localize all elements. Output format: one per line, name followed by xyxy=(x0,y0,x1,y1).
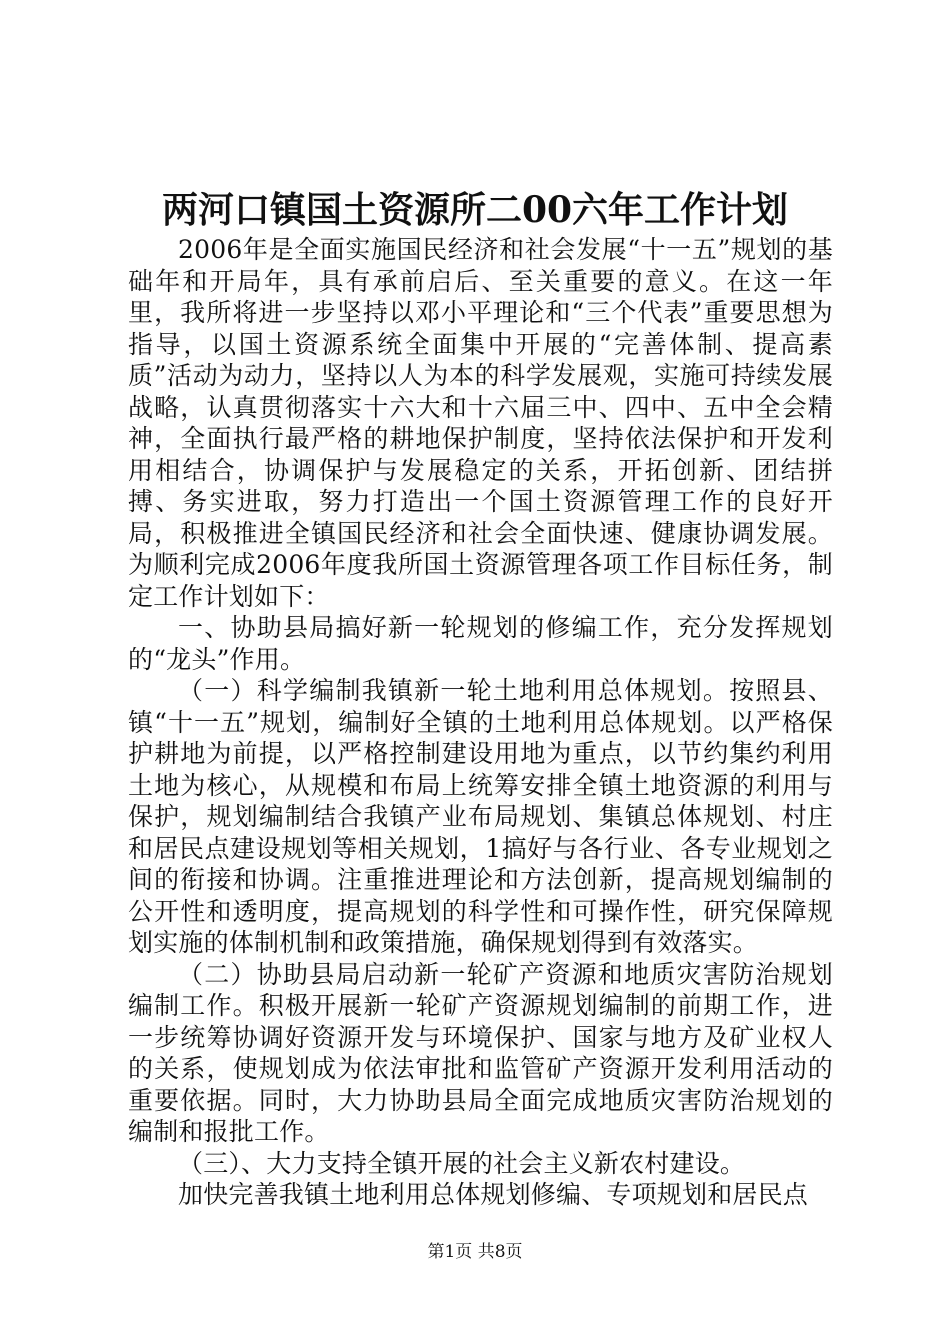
paragraph-item-1: （一）科学编制我镇新一轮土地利用总体规划。按照县、镇“十一五”规划，编制好全镇的土地利用总体规划。以严格保护耕地为前提，以严格控制建设用地为重点，以节约集约利用土地为核心，从规模和布局上统筹安排全镇土地资源的利用与保护，规划编制结合我镇产业布局规划、集镇总体规划、村庄和居民点建设规划等相关规划，1搞好与各行业、各专业规划之间的衔接和协调。注重推进理论和方法创新，提高规划编制的公开性和透明度，提高规划的科学性和可操作性，研究保障规划实施的体制机制和政策措施，确保规划得到有效落实。 xyxy=(128,676,833,957)
document-title: 两河口镇国土资源所二00六年工作计划 xyxy=(161,189,789,231)
document-body xyxy=(128,234,833,1211)
paragraph-item-2: （二）协助县局启动新一轮矿产资源和地质灾害防治规划编制工作。积极开展新一轮矿产资源规划编制的前期工作，进一步统筹协调好资源开发与环境保护、国家与地方及矿业权人的关系，使规划成为依法审批和监管矿产资源开发利用活动的重要依据。同时，大力协助县局全面完成地质灾害防治规划的编制和报批工作。 xyxy=(128,959,833,1146)
paragraph-item-3: （三）、大力支持全镇开展的社会主义新农村建设。 xyxy=(178,1148,746,1178)
page-number-footer: 第1页 共8页 xyxy=(427,1242,523,1262)
paragraph-section-1: 一、协助县局搞好新一轮规划的修编工作，充分发挥规划的“龙头”作用。 xyxy=(128,613,833,674)
paragraph-intro: 2006年是全面实施国民经济和社会发展“十一五”规划的基础年和开局年，具有承前启后、至关重要的意义。在这一年里，我所将进一步坚持以邓小平理论和“三个代表”重要思想为指导，以国土资源系统全面集中开展的“完善体制、提高素质”活动为动力，坚持以人为本的科学发展观，实施可持续发展战略，认真贯彻落实十六大和十六届三中、四中、五中全会精神，全面执行最严格的耕地保护制度，坚持依法保护和开发利用相结合，协调保护与发展稳定的关系，开拓创新、团结拼搏、务实进取，努力打造出一个国土资源管理工作的良好开局，积极推进全镇国民经济和社会全面快速、健康协调发展。为顺利完成2006年度我所国土资源管理各项工作目标任务，制定工作计划如下： xyxy=(128,235,833,611)
paragraph-continued: 加快完善我镇土地利用总体规划修编、专项规划和居民点 xyxy=(178,1180,809,1209)
